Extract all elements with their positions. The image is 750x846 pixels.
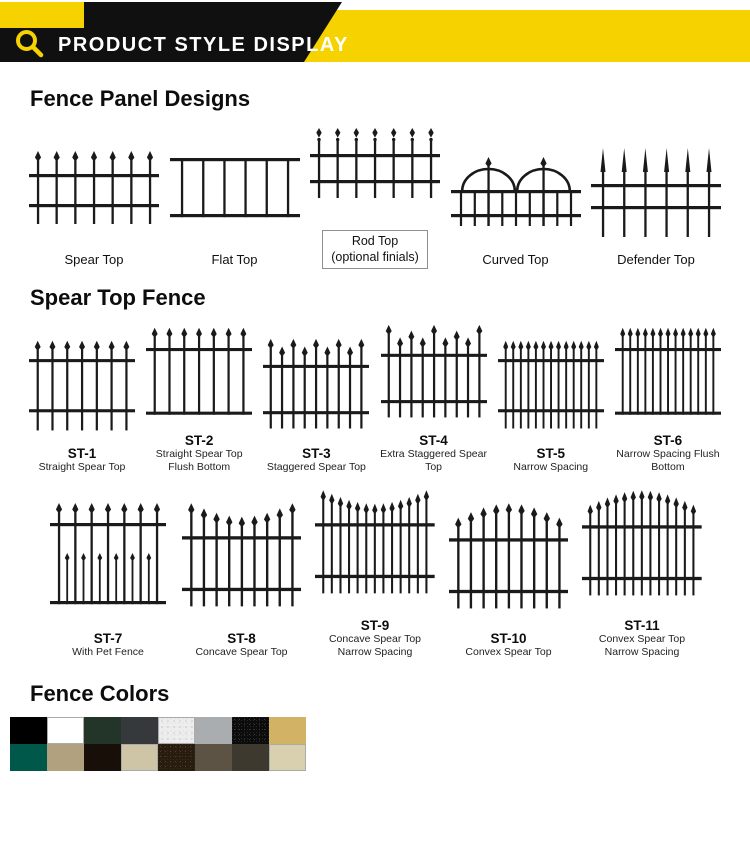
fence-design-label: Rod Top (optional finials) xyxy=(322,230,428,269)
fence-style-label: ST-6 Narrow Spacing Flush Bottom xyxy=(616,432,720,473)
fence-illustration-spear-top xyxy=(28,144,160,244)
fence-style-st-9 xyxy=(311,484,439,659)
color-swatch-stain-black xyxy=(121,717,158,744)
fence-style-st-7 xyxy=(44,497,172,659)
section-heading-spear-top: Spear Top Fence xyxy=(30,284,206,310)
section-heading-panel-designs: Fence Panel Designs xyxy=(30,86,251,111)
fence-design-label: Spear Top xyxy=(64,251,124,267)
color-swatch-stain-khaki xyxy=(121,744,158,771)
fence-style-label: ST-9 Concave Spear Top Narrow Spacing xyxy=(328,617,422,658)
fence-illustration-rod-top xyxy=(309,122,441,222)
fence-design-defender-top xyxy=(590,144,722,269)
fence-design-label: Defender Top xyxy=(617,251,695,267)
fence-illustration-st-4 xyxy=(380,321,488,429)
page-title: PRODUCT STYLE DISPLAY xyxy=(58,34,349,56)
fence-style-label: ST-11 Convex Spear Top Narrow Spacing xyxy=(598,617,686,658)
fence-illustration-defender-top xyxy=(590,144,722,244)
fence-style-st-8 xyxy=(178,497,306,659)
color-swatch-textured-black xyxy=(232,717,269,744)
fence-design-spear-top xyxy=(28,144,160,269)
fence-illustration-st-10 xyxy=(445,497,573,627)
fence-illustration-st-1 xyxy=(28,334,136,442)
color-swatch-gold xyxy=(269,717,306,744)
color-row xyxy=(10,717,740,744)
panel-designs-row xyxy=(0,122,750,269)
color-swatch-clay xyxy=(47,744,84,771)
fence-style-st-5 xyxy=(497,334,605,474)
color-swatch-bronze xyxy=(195,744,232,771)
fence-style-st-10 xyxy=(445,497,573,659)
fence-colors-table xyxy=(10,717,740,771)
fence-style-label: ST-10 Convex Spear Top xyxy=(465,630,552,658)
color-swatch-white xyxy=(47,717,84,744)
color-swatch-chocolate xyxy=(84,744,121,771)
fence-style-st-4 xyxy=(380,321,488,474)
color-swatch-silver xyxy=(195,717,232,744)
fence-style-label: ST-5 Narrow Spacing xyxy=(513,445,589,473)
color-swatch-stain-bronze xyxy=(232,744,269,771)
color-swatch-textured-bronze xyxy=(158,744,195,771)
fence-style-label: ST-4 Extra Staggered Spear Top xyxy=(380,432,487,473)
fence-style-label: ST-1 Straight Spear Top xyxy=(38,445,126,473)
fence-style-label: ST-7 With Pet Fence xyxy=(72,630,144,658)
fence-illustration-st-6 xyxy=(614,321,722,429)
fence-style-st-11 xyxy=(578,484,706,659)
banner-corner-square xyxy=(0,2,84,28)
fence-style-label: ST-3 Staggered Spear Top xyxy=(266,445,366,473)
color-swatch-army-green xyxy=(84,717,121,744)
fence-style-st-2 xyxy=(145,321,253,474)
color-swatch-textured-grey xyxy=(158,717,195,744)
fence-illustration-st-3 xyxy=(262,334,370,442)
fence-design-label: Curved Top xyxy=(482,251,549,267)
fence-illustration-st-7 xyxy=(44,497,172,627)
fence-illustration-st-8 xyxy=(178,497,306,627)
fence-illustration-st-2 xyxy=(145,321,253,429)
fence-style-st-3 xyxy=(262,334,370,474)
fence-design-curved-top xyxy=(450,144,582,269)
fence-illustration-st-11 xyxy=(578,484,706,614)
color-swatch-forest-green xyxy=(10,744,47,771)
spear-top-row2 xyxy=(0,484,750,659)
color-swatch-beioe xyxy=(269,744,306,771)
fence-style-st-6 xyxy=(614,321,722,474)
spear-top-row1 xyxy=(0,321,750,474)
fence-style-st-1 xyxy=(28,334,136,474)
fence-design-rod-top xyxy=(309,122,441,269)
magnifier-icon xyxy=(14,28,44,58)
color-row xyxy=(10,744,740,771)
fence-design-flat-top xyxy=(169,144,301,269)
fence-design-label: Flat Top xyxy=(211,251,258,267)
section-heading-colors: Fence Colors xyxy=(30,681,170,706)
header-banner xyxy=(0,0,750,70)
color-swatch-black xyxy=(10,717,47,744)
fence-style-label: ST-8 Concave Spear Top xyxy=(195,630,288,658)
fence-illustration-curved-top xyxy=(450,144,582,244)
fence-illustration-flat-top xyxy=(169,144,301,244)
fence-style-label: ST-2 Straight Spear Top Flush Bottom xyxy=(155,432,243,473)
fence-illustration-st-9 xyxy=(311,484,439,614)
fence-colors-body xyxy=(10,717,740,771)
fence-illustration-st-5 xyxy=(497,334,605,442)
